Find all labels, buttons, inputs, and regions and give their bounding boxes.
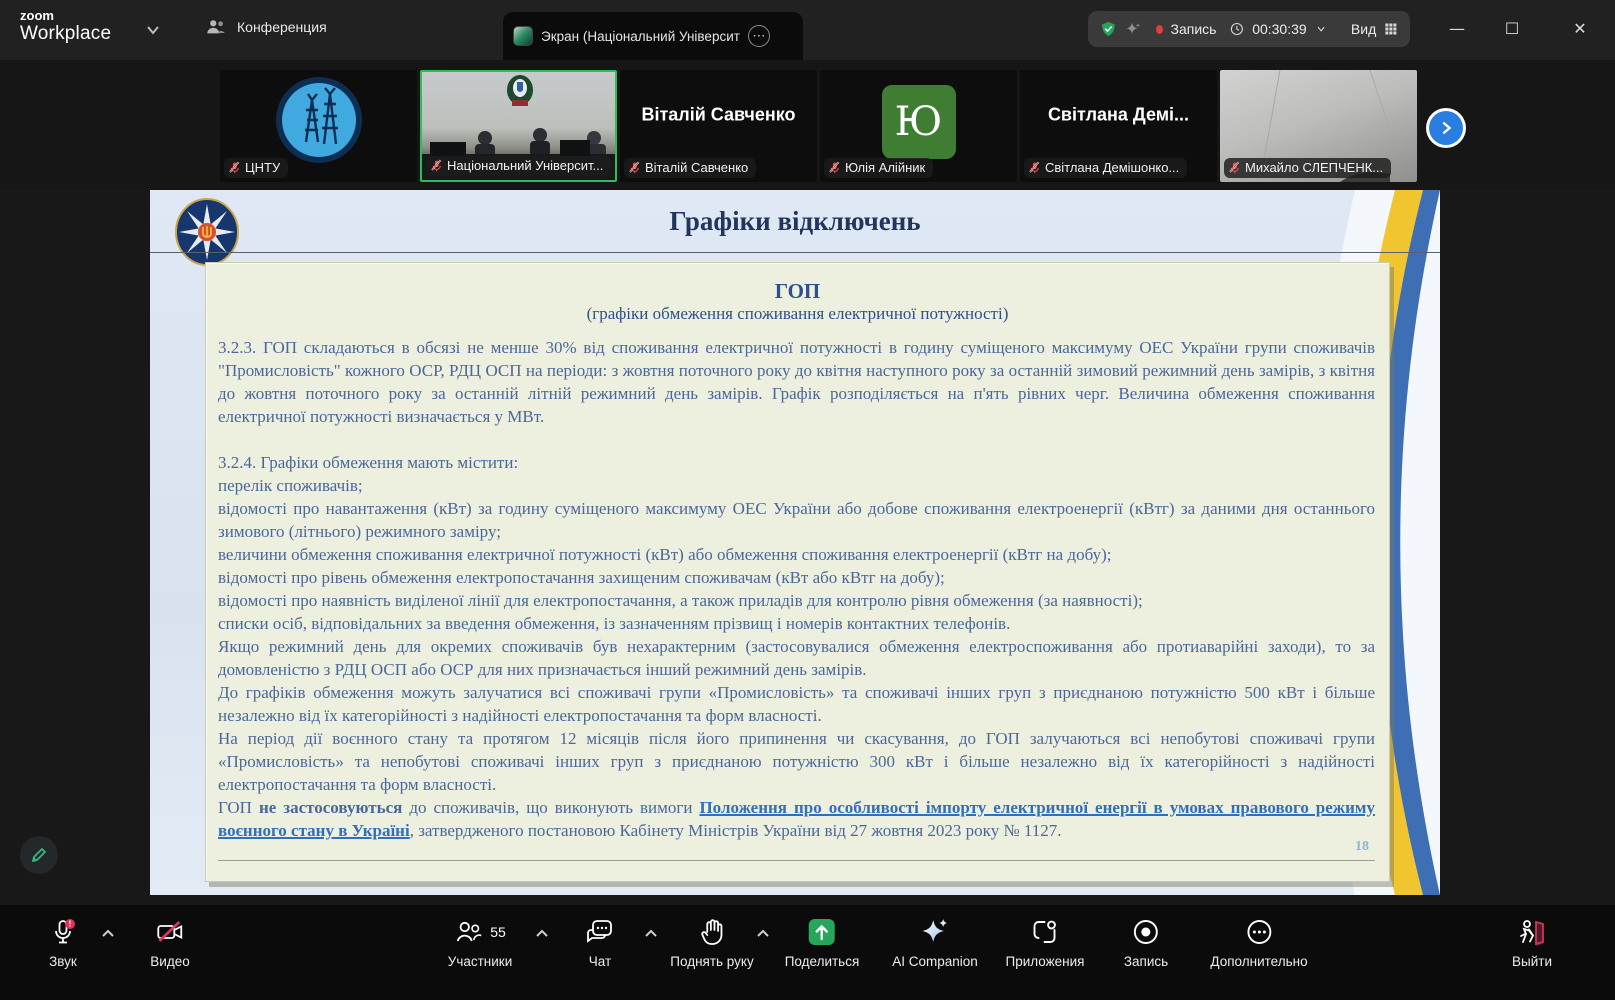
leave-button[interactable]: Выйти — [1512, 917, 1552, 969]
annotate-button[interactable] — [20, 836, 58, 874]
participant-display-name: Світлана Демі... — [1047, 104, 1190, 125]
ai-sparkle-status-icon[interactable] — [1125, 18, 1142, 40]
participant-name-tag: Михайло СЛЕПЧЕНК... — [1224, 158, 1391, 178]
avatar: Ю — [882, 85, 956, 159]
list-item: відомості про рівень обмеження електропостачання захищеним споживачам (кВт або кВтг на добу); — [218, 568, 945, 587]
zoom-workplace-logo: zoom Workplace — [20, 8, 112, 44]
share-screen-icon — [807, 917, 837, 947]
list-item: величини обмеження споживання електричної потужності (кВт) або обмеження споживання електроенергії (кВтг на добу); — [218, 545, 1112, 564]
muted-mic-icon — [228, 161, 241, 174]
participants-button[interactable]: 55 Участники — [448, 917, 513, 969]
video-tile-demishonkova[interactable] — [1020, 70, 1217, 182]
record-button[interactable]: Запись — [1124, 917, 1168, 969]
chat-options-chevron-icon[interactable] — [643, 927, 659, 941]
list-item: списки осіб, відповідальних за введення обмеження, із зазначенням прізвищ і номерів контактних телефонів. — [218, 614, 1011, 633]
muted-mic-icon — [1028, 161, 1041, 174]
screen-share-thumbnail-icon — [513, 26, 533, 46]
next-participants-page-button[interactable] — [1426, 108, 1466, 148]
tab-screen-share[interactable] — [503, 12, 803, 60]
recording-label: Запись — [1170, 21, 1217, 37]
title-bar — [0, 0, 1615, 60]
paragraph-500kw: До графіків обмеження можуть залучатися всі споживачі групи «Промисловість» та споживачі інших груп з приєднаною потужністю 500 кВт і більше незалежно від їх категорійності з надійності електропостачання та форм власності. — [218, 683, 1375, 725]
content-heading: ГОП — [774, 279, 821, 303]
list-item: відомості про наявність виділеної лінії для електропостачання, а також приладів для контролю рівня обмеження (за наявності); — [218, 591, 1143, 610]
paragraph-324-intro: 3.2.4. Графіки обмеження мають містити: — [218, 453, 519, 472]
tab-meeting[interactable] — [205, 16, 327, 38]
audio-options-chevron-icon[interactable] — [100, 927, 116, 941]
recording-dot-icon — [1156, 25, 1163, 34]
list-item: перелік споживачів; — [218, 476, 363, 495]
raise-hand-button[interactable]: Поднять руку — [670, 917, 753, 969]
video-tile-slepchenko[interactable] — [1220, 70, 1417, 182]
chevron-right-icon — [1437, 119, 1455, 137]
svg-text:!: ! — [68, 919, 72, 929]
content-bottom-divider — [218, 860, 1375, 861]
more-button[interactable]: Дополнительно — [1210, 917, 1307, 969]
window-maximize-button[interactable]: ☐ — [1504, 19, 1520, 38]
tab-screen-share-label: Экран (Національний Університ — [541, 28, 740, 44]
meeting-status-pill — [1088, 11, 1410, 47]
apps-button[interactable]: Приложения — [1006, 917, 1085, 969]
clock-icon — [1230, 20, 1244, 38]
slide-title: Графіки відключень — [669, 206, 921, 236]
participant-name-tag: ЦНТУ — [224, 158, 288, 178]
regulation-link[interactable]: Положення про особливості імпорту електричної енергії в умовах правового режиму воєнного стану в Україні — [218, 798, 1375, 840]
tab-options-ellipsis-button[interactable]: ⋯ — [748, 25, 770, 47]
leave-meeting-icon — [1517, 918, 1547, 946]
muted-mic-icon — [828, 161, 841, 174]
participants-video-strip — [0, 60, 1615, 190]
participant-name-tag: Світлана Демішонко... — [1024, 158, 1187, 178]
video-button[interactable]: Видео — [150, 917, 189, 969]
meeting-timer: 00:30:39 — [1252, 21, 1307, 37]
security-shield-icon[interactable] — [1100, 18, 1117, 40]
content-body — [218, 336, 1375, 842]
title-divider — [150, 252, 1440, 253]
content-subheading: (графіки обмеження споживання електричної потужності) — [586, 304, 1009, 323]
video-tile-cntu[interactable] — [220, 70, 417, 182]
reactions-chevron-icon[interactable] — [755, 927, 771, 941]
paragraph-323: 3.2.3. ГОП складаються в обсязі не менше 30% від споживання електричної потужності в годину суміщеного максимуму ОЕС України групи споживачів "Промисловість" кожного ОСР, РДЦ ОСП на періоди: з жовтня поточного року до квітня наступного року за останній зимовий режимний день замірів, з квітня до жовтня поточного року за останній літній режимний день замірів. Графік розподіляється на п'ять рівних черг. Величина обмеження споживання електричної потужності визначається у МВт. — [218, 338, 1375, 426]
participants-options-chevron-icon[interactable] — [534, 927, 550, 941]
window-close-button[interactable]: ✕ — [1573, 19, 1587, 38]
list-item: відомості про навантаження (кВт) за годину суміщеного максимуму ОЕС України або добове споживання електроенергії (кВтг) за даними дня останнього зимового (літнього) режимного заміру; — [218, 499, 1375, 541]
chevron-down-icon[interactable] — [143, 20, 163, 40]
raised-hand-icon — [699, 918, 725, 946]
video-tile-aliynyk[interactable] — [820, 70, 1017, 182]
shared-screen-slide — [150, 190, 1440, 895]
audio-button[interactable]: ! Звук — [49, 919, 77, 969]
ai-companion-icon — [920, 917, 950, 947]
ai-companion-button[interactable]: AI Companion — [892, 917, 978, 969]
slide-page-number: 18 — [1355, 839, 1369, 854]
more-ellipsis-icon — [1245, 918, 1273, 946]
view-button-label[interactable]: Вид — [1350, 21, 1377, 37]
muted-mic-icon — [430, 159, 443, 172]
participants-count: 55 — [490, 924, 506, 940]
apps-icon — [1031, 918, 1059, 946]
pencil-icon — [29, 845, 49, 865]
camera-off-icon — [155, 918, 185, 946]
participants-icon — [454, 918, 484, 946]
chat-button[interactable]: Чат — [585, 917, 615, 969]
paragraph-300kw: На період дії воєнного стану та протягом 12 місяців після його припинення чи скасування, до ГОП залучаються всі непобутові споживачі групи «Промисловість» та непобутові споживачі інших груп з приєднаною потужністю 300 кВт і більше незалежно від їх категорійності з надійності електропостачання та форм власності. — [218, 729, 1375, 794]
window-minimize-button[interactable]: — — [1449, 19, 1465, 38]
mic-icon — [49, 918, 77, 946]
record-icon — [1132, 918, 1160, 946]
muted-mic-icon — [628, 161, 641, 174]
view-grid-icon[interactable] — [1384, 20, 1398, 38]
participant-name-tag: Національний Університ... — [426, 156, 611, 176]
participant-display-name: Віталій Савченко — [641, 104, 796, 125]
participant-name-tag: Юлія Алійник — [824, 158, 933, 178]
timer-chevron-down-icon[interactable] — [1315, 21, 1327, 37]
video-tile-university[interactable] — [420, 70, 617, 182]
tab-meeting-label: Конференция — [237, 19, 327, 35]
paragraph-exception: Якщо режимний день для окремих споживачів був нехарактерним (застосовувалися обмеження електроспоживання або протиаварійні заходи), то за домовленістю з РДЦ ОСП або ОСР для них призначається інший режимний день замірів. — [218, 637, 1375, 679]
participant-name-tag: Віталій Савченко — [624, 158, 756, 178]
bold-not-applied: не застосовуються — [258, 798, 403, 817]
meeting-toolbar — [0, 905, 1615, 1000]
chat-icon — [585, 918, 615, 946]
video-tile-savchenko[interactable] — [620, 70, 817, 182]
people-icon — [205, 16, 227, 38]
slide-content-box — [205, 262, 1390, 882]
muted-mic-icon — [1228, 161, 1241, 174]
share-screen-button[interactable]: Поделиться — [785, 917, 860, 969]
paragraph-final: ГОП не застосовуються до споживачів, що виконують вимоги Положення про особливості імпорту електричної енергії в умовах правового режиму воєнного стану в Україні, затвердженого постановою Кабінету Міністрів України від 27 жовтня 2023 року № 1127. — [218, 798, 1375, 840]
